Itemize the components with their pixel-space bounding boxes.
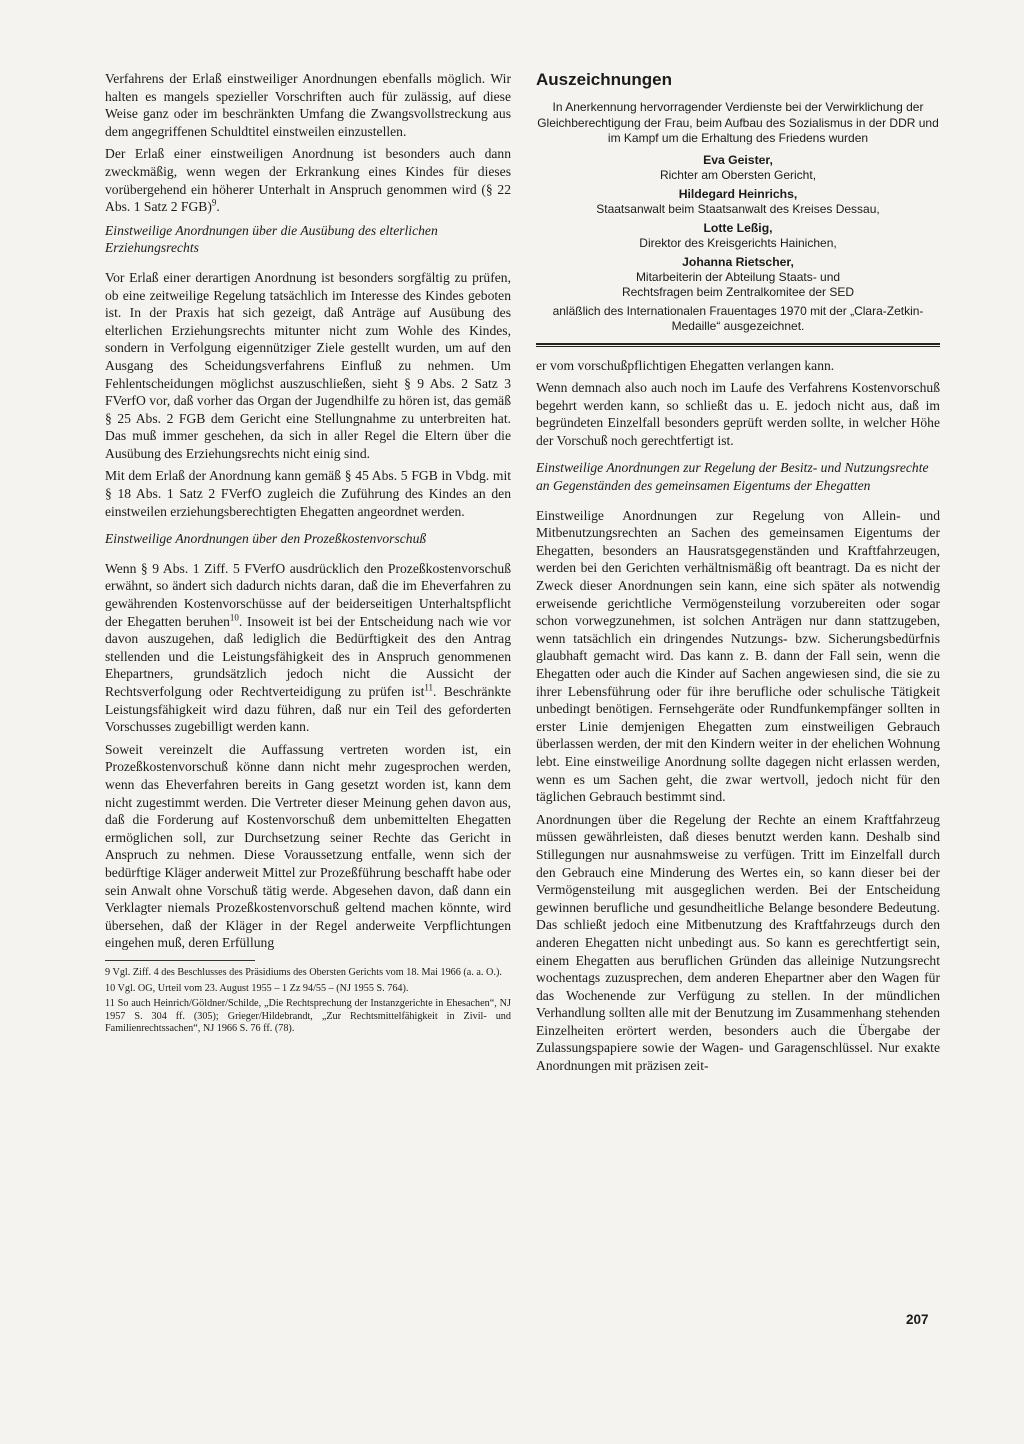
- right-column: [536, 70, 940, 1080]
- footnote: 9 Vgl. Ziff. 4 des Beschlusses des Präsidiums des Obersten Gerichts vom 18. Mai 1966 (a. a. O.).: [105, 966, 502, 978]
- paragraph: Vor Erlaß einer derartigen Anordnung ist besonders sorgfältig zu prüfen, ob eine zeitweilige Regelung tatsächlich im Interesse des Kindes geboten ist. In der Praxis hat sich gezeigt, daß Anträge auf Ausübung des elterlichen Erziehungsrechts mitunter nicht zum Wohle des Kindes, sondern in Verfolgung eigennütziger Ziele gestellt wurden, um auf den Ausgang des Scheidungsverfahrens Einfluß zu nehmen. Um Fehlentscheidungen möglichst auszuschließen, sieht § 9 Abs. 2 Satz 3 FVerfO vor, daß vorher das Organ der Jugendhilfe zu hören ist, das gemäß § 25 Abs. 2 FGB dem Gericht eine Stellungnahme zu unterbreiten hat. Das muß immer geschehen, da sich in aller Regel die Eltern über die Ausübung des Erziehungsrechts nicht einig sind.: [105, 269, 511, 461]
- page-number: 207: [906, 1312, 929, 1327]
- recipient-role: Direktor des Kreisgerichts Hainichen,: [639, 235, 837, 250]
- footnote-ref: 10: [229, 612, 239, 623]
- footnote-ref: 11: [424, 682, 434, 693]
- paragraph-end: .: [216, 199, 220, 215]
- paragraph: Mit dem Erlaß der Anordnung kann gemäß § 45 Abs. 5 FGB in Vbdg. mit § 18 Abs. 1 Satz 2 FVerfO zugleich die Zuführung des Kindes an den einstweilen erziehungsberechtigten Ehegatten angeordnet werden.: [105, 468, 511, 519]
- award-recipient: [536, 221, 940, 251]
- award-recipient: [536, 153, 940, 183]
- left-column: [105, 70, 511, 1039]
- recipient-role: Mitarbeiterin der Abteilung Staats- und: [635, 269, 841, 284]
- paragraph: Verfahrens der Erlaß einstweiliger Anordnungen ebenfalls möglich. Wir halten es mangels spezieller Vorschriften auch für zulässig, auf diese Weise ganz oder im beschränkten Umfang die Zwangsvollstreckung aus dem angegriffenen Schuldtitel einstweilen einzustellen.: [105, 71, 511, 139]
- recipient-name: Johanna Rietscher,: [682, 254, 794, 269]
- paragraph: [105, 145, 511, 215]
- recipient-role: Rechtsfragen beim Zentralkomitee der SED: [621, 284, 855, 299]
- award-outro: anläßlich des Internationalen Frauentages 1970 mit der „Clara-Zetkin-Medaille“ ausgezeichnet.: [552, 303, 924, 333]
- section-heading: Einstweilige Anordnungen über die Ausübung des elterlichen Erziehungsrechts: [105, 222, 438, 256]
- award-recipient: [536, 255, 940, 300]
- award-intro: In Anerkennung hervorragender Verdienste bei der Verwirklichung der Gleichberechtigung der Frau, beim Aufbau des Sozialismus in der DDR und im Kampf um die Erhaltung des Friedens wurden: [537, 100, 939, 145]
- award-title: Auszeichnungen: [536, 70, 673, 89]
- footnote: 10 Vgl. OG, Urteil vom 23. August 1955 – 1 Zz 94/55 – (NJ 1955 S. 764).: [105, 982, 409, 994]
- paragraph-text: . Beschränkte Leistungsfähigkeit wird dazu führen, daß nur ein Teil des geforderten Vorschusses zugebilligt werden kann.: [105, 684, 511, 735]
- award-notice: [536, 70, 940, 345]
- paragraph-text: . Insoweit ist bei der Entscheidung nach wie vor davon auszugehen, daß lediglich die Bedürftigkeit des den Antrag stellenden und die Leistungsfähigkeit des in Anspruch genommenen Ehepartners, grundsätzlich jedoch nicht die Aussicht der Rechtsverfolgung oder Rechtverteidigung zu prüfen ist: [105, 613, 511, 699]
- paragraph: Soweit vereinzelt die Auffassung vertreten worden ist, ein Prozeßkostenvorschuß könne dann nicht mehr zugesprochen werden, wenn das Eheverfahren bereits in Gang gesetzt worden ist, kann dem nicht zugestimmt werden. Die Vertreter dieser Meinung gehen davon aus, daß die Forderung auf Kostenvorschuß dem unbemittelten Ehegatten ermöglichen soll, zur Durchsetzung seiner Rechte das Gericht in Anspruch zu nehmen. Diese Voraussetzung entfalle, wenn sich der bedürftige Kläger anderweit Mittel zur Prozeßführung beschafft habe oder sein Anwalt ohne Vorschuß tätig werde. Abgesehen davon, daß dann ein Verklagter niemals Prozeßkostenvorschuß geltend machen könnte, wird übersehen, daß der Kläger in der Regel anderweite Verpflichtungen eingehen muß, deren Erfüllung: [105, 741, 511, 951]
- recipient-name: Hildegard Heinrichs,: [678, 186, 798, 201]
- footnote-divider: [105, 960, 255, 961]
- award-recipient: [536, 187, 940, 217]
- paragraph: er vom vorschußpflichtigen Ehegatten verlangen kann.: [536, 357, 835, 373]
- recipient-role: Richter am Obersten Gericht,: [659, 167, 817, 182]
- paragraph: Wenn demnach also auch noch im Laufe des Verfahrens Kostenvorschuß begehrt werden kann, so schließt das u. E. jedoch nicht aus, daß im begründeten Einzelfall besonders geprüft werden sollte, in welcher Höhe der Vorschuß noch gerechtfertigt ist.: [536, 380, 940, 448]
- paragraph-text: Der Erlaß einer einstweiligen Anordnung ist besonders auch dann zweckmäßig, wenn wegen der Erkrankung eines Kindes für dieses vorübergehend ein höherer Unterhalt in Anspruch genommen wird (§ 22 Abs. 1 Satz 2 FGB): [105, 146, 511, 215]
- recipient-name: Eva Geister,: [703, 152, 773, 167]
- paragraph: Einstweilige Anordnungen zur Regelung von Allein- und Mitbenutzungsrechten an Sachen des gemeinsamen Eigentums der Ehegatten, besonders an Hausratsgegenständen und Kraftfahrzeugen, werden bei den Gerichten verhältnismäßig oft beantragt. Da es nicht der Zweck dieser Anordnungen sein kann, eine sich später als notwendig erweisende gerichtliche Vermögensteilung vorzubereiten oder sogar schon vorwegzunehmen, ist solchen Anträgen nur dann stattzugeben, wenn tatsächlich ein dringendes Nutzungs- bzw. Sicherungsbedürfnis glaubhaft gemacht wird. Das kann z. B. dann der Fall sein, wenn die Ehegatten oder auch die Kinder auf Sachen angewiesen sind, die sie zu ihrer Lebensführung oder für ihre berufliche oder schulische Tätigkeit unbedingt benötigen. Fernsehgeräte oder Rundfunkempfänger sollten in erster Linie demjenigen Ehegatten zum einstweiligen Gebrauch überlassen werden, der mit den Kindern weiter in der ehelichen Wohnung lebt. Eine einstweilige Anordnung sollte dagegen nicht erlassen werden, wenn es um Sachen geht, die zwar wertvoll, jedoch nicht für den täglichen Gebrauch bestimmt sind.: [536, 507, 940, 805]
- section-heading: Einstweilige Anordnungen zur Regelung der Besitz- und Nutzungsrechte an Gegenständen des gemeinsamen Eigentums der Ehegatten: [536, 460, 929, 494]
- footnote: 11 So auch Heinrich/Göldner/Schilde, „Die Rechtsprechung der Instanzgerichte in Ehesachen“, NJ 1957 S. 304 ff. (305); Grieger/Hildebrandt, „Zur Rechtsmittelfähigkeit in Zivil- und Familienrechtssachen“, NJ 1966 S. 76 ff. (78).: [105, 998, 511, 1035]
- paragraph: [105, 560, 511, 736]
- recipient-name: Lotte Leßig,: [703, 220, 773, 235]
- section-heading: Einstweilige Anordnungen über den Prozeßkostenvorschuß: [105, 531, 427, 547]
- paragraph: Anordnungen über die Regelung der Rechte an einem Kraftfahrzeug müssen gewährleisten, daß dieses benutzt werden kann. Deshalb sind Stillegungen nur ausnahmsweise zu verfügen. Tritt im Einzelfall durch den Gebrauch eine Minderung des Wertes ein, so kann dieser bei der Vermögensteilung mit ausgeglichen werden. Bei der Entscheidung gewinnen berufliche und gesundheitliche Belange besondere Bedeutung. Das schließt jedoch eine Mitbenutzung des Kraftfahrzeugs durch den anderen Ehegatten nicht unbedingt aus. So kann es gerechtfertigt sein, einem Ehegatten aus beruflichen Gründen das alleinige Nutzungsrecht wochentags zuzusprechen, dem anderen Ehepartner aber den Wagen für das Wochenende zur Verfügung zu stellen. In der mündlichen Verhandlung sollten alle mit der Benutzung im Zusammenhang stehenden Einzelheiten erörtert werden, besonders auch die Übergabe der Zulassungspapiere sowie der Wagen- und Garagenschlüssel. Nur exakte Anordnungen mit präzisen zeit-: [536, 811, 940, 1074]
- recipient-role: Staatsanwalt beim Staatsanwalt des Kreises Dessau,: [596, 201, 880, 216]
- footnote-ref: 9: [211, 197, 217, 208]
- paragraph-text: Wenn § 9 Abs. 1 Ziff. 5 FVerfO ausdrücklich den Prozeßkostenvorschuß erwähnt, so ändert sich dadurch nichts daran, daß die im Eheverfahren zu gewährenden Kostenvorschüsse auf der beiderseitigen Unterhaltspflicht der Ehegatten beruhen: [105, 560, 511, 629]
